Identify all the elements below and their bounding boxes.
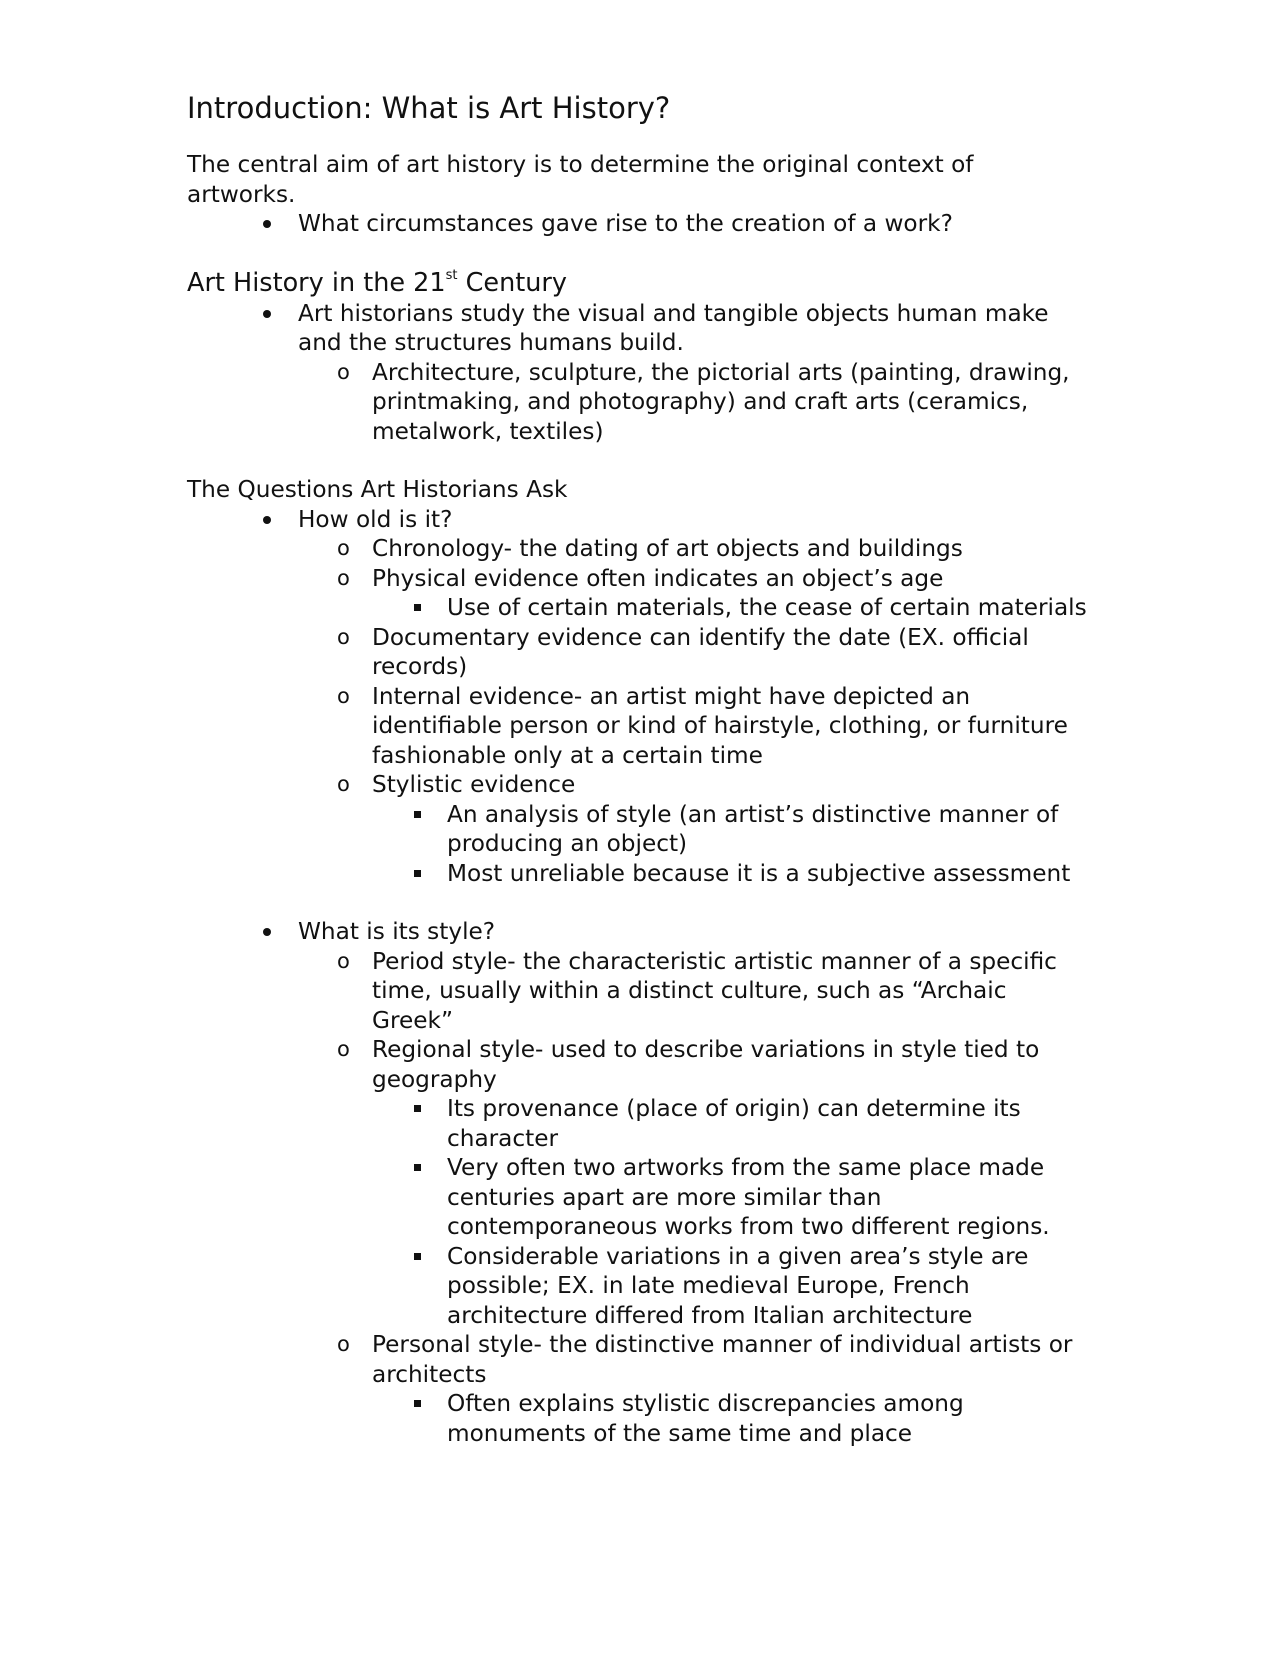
list-item — [187, 564, 1087, 594]
section-21st-list — [187, 299, 1087, 358]
physical-sublist — [187, 593, 1087, 623]
bullet-icon — [263, 917, 272, 947]
list-item — [187, 917, 1087, 947]
heading-text: Art History in the 21 — [187, 267, 446, 298]
document-title: Introduction: What is Art History? — [187, 91, 671, 125]
circle-bullet-icon: o — [337, 948, 350, 973]
section-heading-questions: The Questions Art Historians Ask — [187, 476, 568, 503]
square-bullet-icon — [414, 1153, 422, 1183]
circle-bullet-icon: o — [337, 624, 350, 649]
bullet-icon — [263, 299, 272, 329]
list-item-text: Period style- the characteristic artistic manner of a specific time, usually within a distinct culture, such as “Archaic Greek” — [372, 947, 1057, 1034]
style-sublist-2 — [187, 1330, 1087, 1389]
list-item — [187, 299, 1087, 358]
list-item — [187, 1242, 1087, 1331]
spacer — [187, 888, 1087, 917]
list-item-text: Regional style- used to describe variations in style tied to geography — [372, 1036, 1040, 1093]
list-item — [187, 534, 1087, 564]
heading-superscript: st — [445, 267, 458, 283]
list-item-text: Stylistic evidence — [372, 771, 576, 798]
list-item — [187, 358, 1087, 447]
intro-bullet-list — [187, 209, 1087, 239]
regional-sublist — [187, 1094, 1087, 1330]
how-old-sublist — [187, 534, 1087, 593]
list-item-text: What circumstances gave rise to the creation of a work? — [298, 210, 953, 237]
section-heading-21st-century — [187, 267, 1087, 299]
circle-bullet-icon: o — [337, 772, 350, 796]
list-item — [187, 1389, 1087, 1448]
list-item-text: Art historians study the visual and tangible objects human make and the structures humans build. — [298, 299, 1049, 356]
list-item-text: Considerable variations in a given area’s style are possible; EX. in late medieval Europe, French architecture differed from Italian architecture — [447, 1242, 1029, 1329]
square-bullet-icon — [414, 800, 422, 830]
section-21st-sublist — [187, 358, 1087, 447]
intro-paragraph: The central aim of art history is to determine the original context of artworks. — [187, 151, 974, 208]
list-item-text: How old is it? — [298, 505, 453, 533]
style-list — [187, 917, 1087, 947]
list-item — [187, 859, 1087, 889]
spacer — [187, 446, 1087, 475]
style-sublist — [187, 947, 1087, 1095]
spacer — [187, 239, 1087, 267]
list-item — [187, 1330, 1087, 1389]
circle-bullet-icon: o — [337, 536, 350, 560]
circle-bullet-icon: o — [337, 1037, 350, 1061]
list-item-text: Its provenance (place of origin) can determine its character — [447, 1095, 1021, 1152]
list-item-text: Internal evidence- an artist might have depicted an identifiable person or kind of hairstyle, clothing, or furniture fashionable only at a certain time — [372, 682, 1068, 769]
list-item-text: Most unreliable because it is a subjective assessment — [447, 859, 1071, 887]
circle-bullet-icon: o — [337, 359, 350, 384]
circle-bullet-icon: o — [337, 1332, 350, 1356]
circle-bullet-icon: o — [337, 565, 350, 590]
square-bullet-icon — [414, 1242, 422, 1272]
list-item — [187, 800, 1087, 859]
list-item-text: An analysis of style (an artist’s distinctive manner of producing an object) — [447, 800, 1059, 857]
square-bullet-icon — [414, 1389, 422, 1419]
list-item — [187, 593, 1087, 623]
document-page — [187, 88, 1087, 1448]
list-item — [187, 770, 1087, 800]
list-item-text: Documentary evidence can identify the date (EX. official records) — [372, 623, 1029, 680]
list-item-text: What is its style? — [298, 918, 496, 945]
list-item-text: Use of certain materials, the cease of certain materials — [447, 594, 1087, 621]
square-bullet-icon — [414, 859, 422, 889]
list-item-text: Architecture, sculpture, the pictorial arts (painting, drawing, printmaking, and photography) and craft arts (ceramics, metalwork, textiles) — [372, 358, 1070, 445]
personal-sublist — [187, 1389, 1087, 1448]
how-old-sublist-2 — [187, 623, 1087, 800]
list-item — [187, 1094, 1087, 1153]
list-item — [187, 947, 1087, 1036]
list-item-text: Chronology- the dating of art objects and buildings — [372, 535, 963, 562]
stylistic-sublist — [187, 800, 1087, 889]
circle-bullet-icon: o — [337, 683, 350, 708]
list-item — [187, 1153, 1087, 1242]
square-bullet-icon — [414, 1094, 422, 1124]
bullet-icon — [263, 209, 272, 239]
list-item — [187, 505, 1087, 535]
square-bullet-icon — [414, 593, 422, 623]
list-item — [187, 1035, 1087, 1094]
list-item — [187, 682, 1087, 771]
list-item-text: Often explains stylistic discrepancies among monuments of the same time and place — [447, 1390, 964, 1447]
how-old-list — [187, 505, 1087, 535]
list-item-text: Physical evidence often indicates an object’s age — [372, 564, 944, 592]
list-item-text: Personal style- the distinctive manner of individual artists or architects — [372, 1331, 1073, 1388]
heading-text-suffix: Century — [457, 267, 567, 298]
list-item — [187, 623, 1087, 682]
list-item-text: Very often two artworks from the same place made centuries apart are more similar than contemporaneous works from two different regions. — [447, 1154, 1050, 1240]
list-item — [187, 209, 1087, 239]
bullet-icon — [263, 505, 272, 535]
